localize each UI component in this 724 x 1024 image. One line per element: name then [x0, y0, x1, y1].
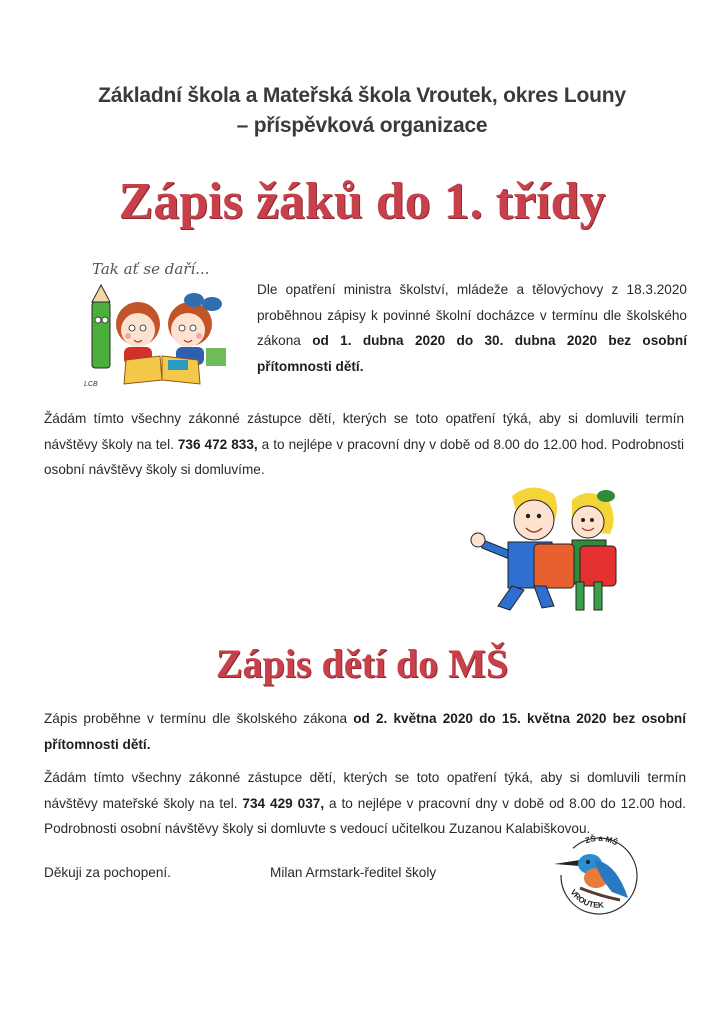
school-phone-number: 736 472 833, [177, 436, 258, 452]
girl-with-backpack [572, 490, 616, 610]
heading-kindergarten-enrollment: Zápis dětí do MŠ [215, 641, 509, 686]
first-grade-para2-text-b: a to nejlépe v pracovní dny v době od 8.00 do 12.00 hod. Podrobnosti osobní návštěvy školy si domluvíme. [44, 436, 684, 477]
first-grade-paragraph-2 [44, 406, 684, 483]
first-grade-dates: od 1. dubna 2020 do 30. dubna 2020 bez osobní přítomnosti dětí. [257, 333, 687, 374]
logo-bottom-text: VROUTEK [568, 887, 605, 910]
kindergarten-phone-number: 734 429 037, [242, 795, 325, 811]
first-grade-para2-text-a: Žádám tímto všechny zákonné zástupce dětí, kterých se toto opatření týká, aby si domluvili termín návštěvy školy na tel. [44, 411, 684, 452]
pencil-character [92, 285, 110, 368]
kindergarten-paragraph-1 [44, 706, 686, 757]
first-grade-paragraph-1 [257, 277, 687, 379]
boy-character [116, 302, 160, 365]
children-walking-illustration [468, 478, 634, 616]
illustration-signature: LCB [84, 381, 98, 388]
school-name-line2: – příspěvková organizace [236, 114, 488, 137]
kindergarten-para2-text-b: a to nejlépe v pracovní dny v době od 8.00 do 12.00 hod. Podrobnosti osobní návštěvy školy si domluvte s vedoucí učitelkou Zuzanou Kalabiškovou. [44, 795, 686, 836]
children-reading-illustration [82, 252, 238, 388]
school-name-line1: Základní škola a Mateřská škola Vroutek, okres Louny [98, 84, 626, 107]
open-book [124, 356, 200, 384]
kindergarten-dates: od 2. května 2020 do 15. května 2020 bez osobní přítomnosti dětí. [44, 711, 686, 752]
boy-with-backpack [471, 487, 574, 610]
girl-character [168, 293, 226, 366]
kindergarten-para2-text-a: Žádám tímto všechny zákonné zástupce dětí, kterých se toto opatření týká, aby si domluvili termín návštěvy mateřské školy na tel. [44, 770, 686, 811]
director-signature: Milan Armstark-ředitel školy [270, 865, 437, 880]
logo-top-text: ZŠ a MŠ [584, 833, 620, 848]
closing-thanks: Děkuji za pochopení. [44, 865, 171, 880]
first-grade-para1-text: Dle opatření ministra školství, mládeže a tělovýchovy z 18.3.2020 proběhnou zápisy k povinné školní docházce v termínu dle školského zákona [257, 282, 687, 348]
kindergarten-para1-text: Zápis proběhne v termínu dle školského zákona [44, 711, 354, 726]
heading-first-grade-enrollment: Zápis žáků do 1. třídy [118, 173, 606, 230]
illustration-caption: Tak ať se daří... [92, 260, 210, 278]
school-logo-kingfisher [550, 826, 648, 924]
